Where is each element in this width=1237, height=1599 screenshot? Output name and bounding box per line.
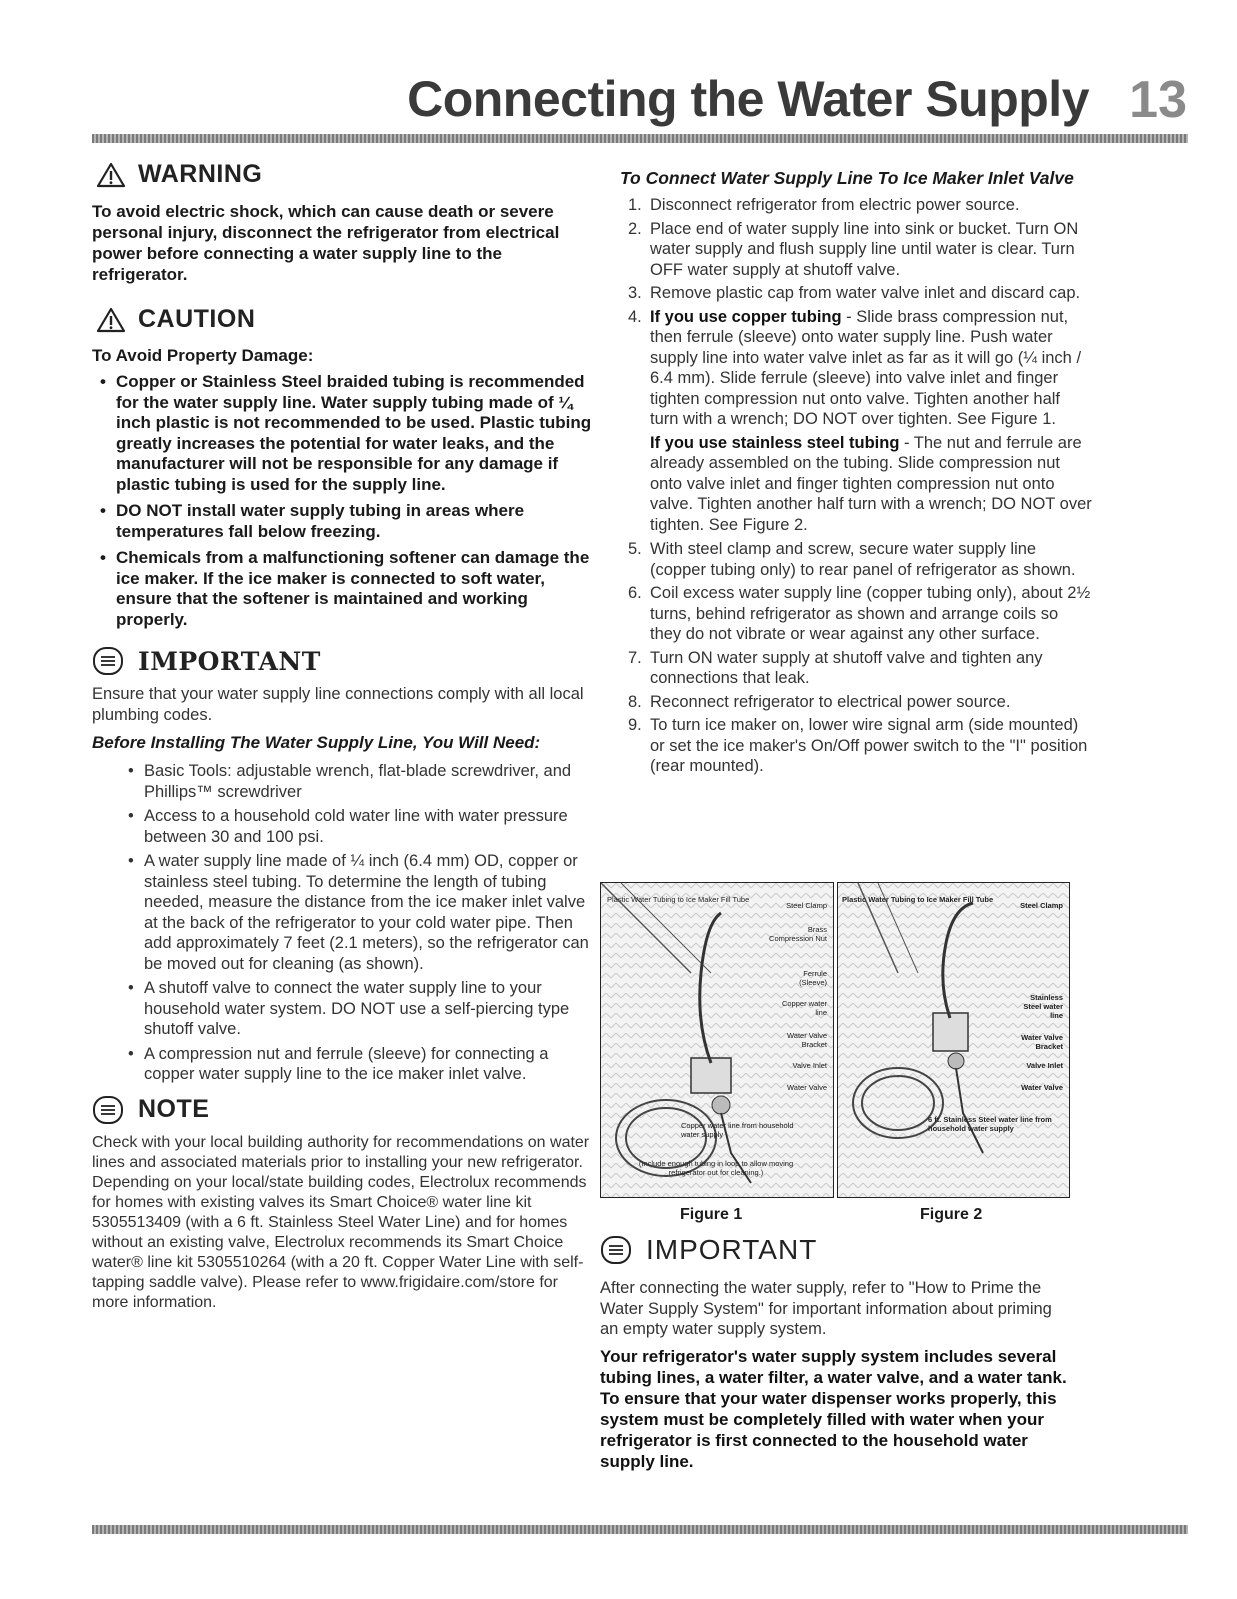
caution-subheading: To Avoid Property Damage: bbox=[92, 346, 314, 365]
fig1-label-plastic: Plastic Water Tubing to Ice Maker Fill Tube bbox=[607, 895, 750, 904]
caution-list bbox=[92, 372, 592, 630]
step-item: 3. Remove plastic cap from water valve inlet and discard cap. bbox=[628, 284, 1081, 302]
fig2-label-six-ft: 6 ft. Stainless Steel water line from household water supply bbox=[928, 1115, 1052, 1133]
figure-2-caption: Figure 2 bbox=[920, 1206, 983, 1223]
important-title-2: IMPORTANT bbox=[646, 1234, 818, 1265]
warning-title: WARNING bbox=[138, 160, 263, 188]
important-body-2: After connecting the water supply, refer to "How to Prime the Water Supply System" for important information about priming an empty water supply system. bbox=[600, 1279, 1052, 1338]
step-item: 8. Reconnect refrigerator to electrical power source. bbox=[628, 692, 1011, 711]
connect-title: To Connect Water Supply Line To Ice Maker Inlet Valve bbox=[620, 168, 1074, 188]
figure-1-illustration bbox=[600, 882, 834, 1198]
figure-2-illustration bbox=[837, 882, 1070, 1198]
step-item: 5. With steel clamp and screw, secure water supply line (copper tubing only) to rear panel of refrigerator as shown. bbox=[628, 540, 1076, 579]
caution-item: • Copper or Stainless Steel braided tubing is recommended for the water supply line. Water supply tubing made of ¼ inch plastic is not recommended to be used. Plastic tubing greatly increases the potential for water leaks, and the manufacturer will not be responsible for any damage if plastic tubing is used for the supply line. bbox=[92, 372, 592, 495]
note-title: NOTE bbox=[138, 1095, 210, 1123]
tools-list bbox=[120, 761, 592, 1085]
step-item: 1. Disconnect refrigerator from electric power source. bbox=[628, 196, 1020, 214]
step-item: 2. Place end of water supply line into sink or bucket. Turn ON water supply and flush supply line until water is clear. Turn OFF water supply at shutoff valve. bbox=[628, 219, 1079, 279]
fig2-label-valve: Water Valve bbox=[1021, 1083, 1063, 1092]
note-body: Check with your local building authority for recommendations on water lines and associated materials prior to installing your new refrigerator. Depending on your local/state building codes, Electrolux recommends for homes with existing valves its Smart Choice® water line kit 5305513409 (with a 6 ft. Stainless Steel Water Line) and for homes without an existing valve, Electrolux recommends its Smart Choice water® line kit 5305510264 (with a 20 ft. Copper Water Line with self-tapping saddle valve). Please refer to www.frigidaire.com/store for more information. bbox=[92, 1133, 590, 1311]
tools-item: • A shutoff valve to connect the water supply line to your household water system. DO NOT use a self-piercing type shutoff valve. bbox=[120, 978, 592, 1040]
page-header bbox=[0, 70, 1237, 130]
note-pad-icon bbox=[92, 646, 126, 676]
figures bbox=[600, 882, 1070, 1198]
important-bold-2: Your refrigerator's water supply system includes several tubing lines, a water filter, a water valve, and a water tank. To ensure that your water dispenser works properly, this system must be completely filled with water when your refrigerator is first connected to the household water supply line. bbox=[600, 1346, 1067, 1471]
tools-item: • Access to a household cold water line with water pressure between 30 and 100 psi. bbox=[120, 806, 592, 847]
connect-steps bbox=[628, 195, 1093, 430]
caution-heading bbox=[96, 305, 592, 334]
fig2-label-inlet: Valve Inlet bbox=[1026, 1061, 1063, 1070]
caution-item: • DO NOT install water supply tubing in areas where temperatures fall below freezing. bbox=[92, 501, 592, 542]
caution-title: CAUTION bbox=[138, 305, 256, 333]
fig1-label-copper-house: Copper water line from household water supply bbox=[681, 1121, 794, 1139]
note-heading bbox=[92, 1095, 592, 1125]
fig1-label-include: (Include enough tubing in loop to allow moving refrigerator out for cleaning.) bbox=[638, 1159, 794, 1177]
caution-triangle-icon bbox=[96, 307, 126, 333]
step-item: 6. Coil excess water supply line (copper tubing only), about 2½ turns, behind refrigerator as shown and arrange coils so they do not vibrate or wear against any other surface. bbox=[628, 584, 1091, 643]
caution-item: • Chemicals from a malfunctioning softener can damage the ice maker. If the ice maker is connected to soft water, ensure that the softener is maintained and working properly. bbox=[92, 548, 592, 630]
note-pad-icon bbox=[92, 1095, 126, 1125]
top-divider bbox=[92, 134, 1188, 143]
fig1-label-clamp: Steel Clamp bbox=[786, 901, 827, 910]
page-number: 13 bbox=[1129, 71, 1187, 129]
figure-1-caption: Figure 1 bbox=[680, 1206, 743, 1223]
important-heading bbox=[92, 646, 592, 676]
note-pad-icon bbox=[600, 1235, 634, 1265]
stainless-steel-paragraph: If you use stainless steel tubing - The nut and ferrule are already assembled on the tubing. Slide compression nut onto valve inlet and finger tighten compression nut onto valve. Tighten another half turn with a wrench; DO NOT over tighten. See Figure 2. bbox=[650, 433, 1092, 534]
left-column bbox=[92, 160, 592, 1313]
important-title: IMPORTANT bbox=[138, 646, 321, 676]
bottom-divider bbox=[92, 1525, 1188, 1534]
warning-body: To avoid electric shock, which can cause death or severe personal injury, disconnect the refrigerator from electrical power before connecting a water supply line to the refrigerator. bbox=[92, 202, 560, 284]
fig1-label-copper: Copper water line bbox=[781, 999, 827, 1017]
before-installing-title: Before Installing The Water Supply Line, You Will Need: bbox=[92, 733, 541, 752]
step-item: 4. If you use copper tubing - Slide brass compression nut, then ferrule (sleeve) onto water supply line. Push water supply line into water valve inlet as far as it will go (¼ inch / 6.4 mm). Slide ferrule (sleeve) into valve inlet and finger tighten compression nut onto valve. Tighten another half turn with a wrench; DO NOT over tighten. See Figure 1. bbox=[628, 307, 1082, 428]
tools-item: • A water supply line made of ¼ inch (6.4 mm) OD, copper or stainless steel tubing. To determine the length of tubing needed, measure the distance from the ice maker inlet valve at the back of the refrigerator to your cold water pipe. Then add approximately 7 feet (2.1 meters), so the refrigerator can be moved out for cleaning (as shown). bbox=[120, 851, 592, 974]
connect-steps-continued bbox=[628, 539, 1093, 777]
fig1-label-valve: Water Valve bbox=[786, 1083, 827, 1092]
fig1-label-bracket: Water Valve Bracket bbox=[786, 1031, 827, 1049]
fig1-label-ferrule: Ferrule (Sleeve) bbox=[799, 969, 827, 987]
warning-triangle-icon bbox=[96, 162, 126, 188]
fig2-label-bracket: Water Valve Bracket bbox=[1021, 1033, 1063, 1051]
right-column bbox=[620, 168, 1093, 780]
fig2-label-stainless: Stainless Steel water line bbox=[1023, 993, 1063, 1020]
step-item: 9. To turn ice maker on, lower wire signal arm (side mounted) or set the ice maker's On/Off power switch to the "I" position (rear mounted). bbox=[628, 716, 1088, 775]
fig1-label-brass: Brass Compression Nut bbox=[769, 925, 827, 943]
warning-heading bbox=[96, 160, 592, 189]
fig2-label-clamp: Steel Clamp bbox=[1020, 901, 1063, 910]
page-title: Connecting the Water Supply bbox=[407, 71, 1089, 127]
important-section-2 bbox=[600, 1234, 1070, 1472]
fig1-label-inlet: Valve Inlet bbox=[792, 1061, 827, 1070]
fig2-label-plastic: Plastic Water Tubing to Ice Maker Fill Tube bbox=[842, 895, 994, 904]
step-item: 7. Turn ON water supply at shutoff valve and tighten any connections that leak. bbox=[628, 648, 1043, 687]
important-body: Ensure that your water supply line connections comply with all local plumbing codes. bbox=[92, 685, 584, 724]
tools-item: • A compression nut and ferrule (sleeve) for connecting a copper water supply line to the ice maker inlet valve. bbox=[120, 1044, 592, 1085]
tools-item: • Basic Tools: adjustable wrench, flat-blade screwdriver, and Phillips™ screwdriver bbox=[120, 761, 592, 802]
important-heading-2 bbox=[600, 1234, 1070, 1266]
